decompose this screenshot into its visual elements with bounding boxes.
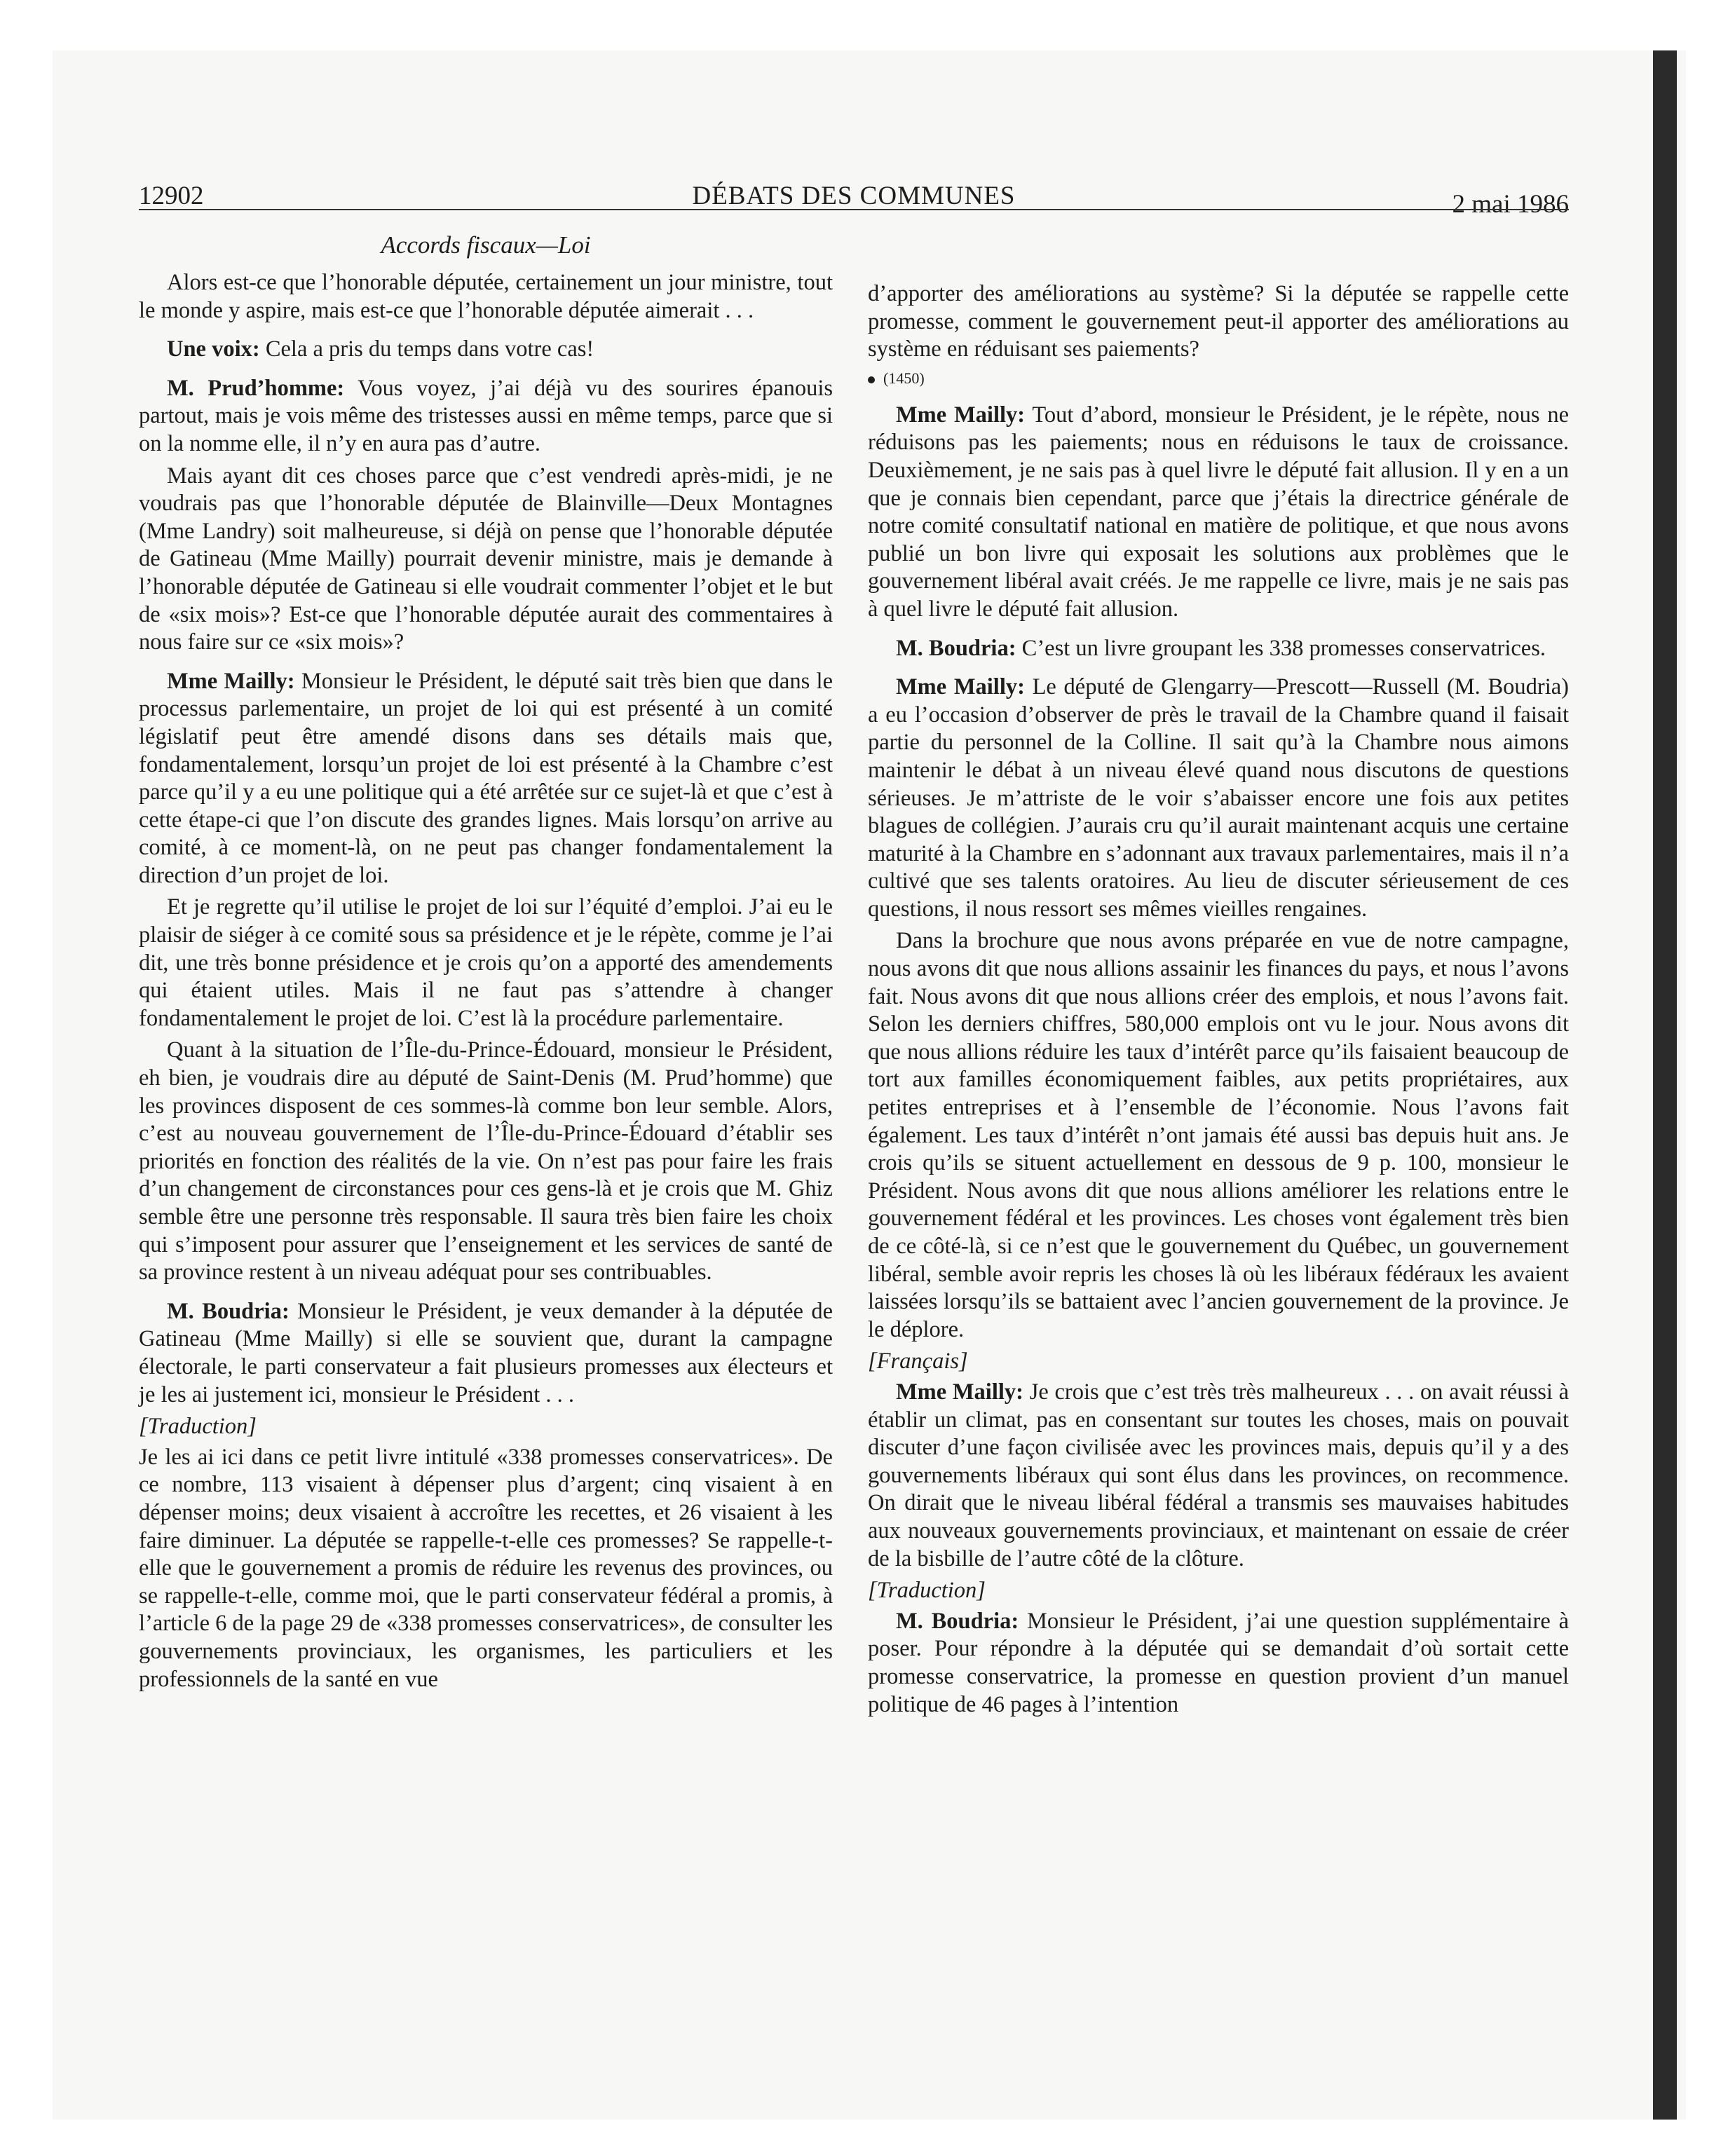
speaker: M. Boudria: <box>896 635 1016 661</box>
speech <box>868 1379 1569 1573</box>
speaker: Mme Mailly: <box>896 1379 1023 1405</box>
page-header <box>139 175 1569 217</box>
speaker: M. Prud’homme: <box>167 375 345 401</box>
language-marker: [Traduction] <box>868 1578 986 1604</box>
speech-text: Tout d’abord, monsieur le Président, je le répète, nous ne réduisons pas les paiements; nous en réduisons le taux de croissance. Deuxièmement, je ne sais pas à quel livre le député fait allusion. Il y en a un que je connais bien cependant, parce que j’étais la directrice générale de notre comité consultatif national en matière de politique, et que nous avons publié un bon livre qui exposait les solutions aux problèmes que le gouvernement libéral avait créés. Je me rappelle ce livre, mais je ne sais pas à quel livre le député fait allusion. <box>868 402 1569 622</box>
speaker: Mme Mailly: <box>896 674 1025 700</box>
speaker: Mme Mailly: <box>896 402 1026 428</box>
paragraph: Alors est-ce que l’honorable députée, certainement un jour ministre, tout le monde y aspire, mais est-ce que l’honorable députée aimerait . . . <box>139 270 833 323</box>
speech-text: C’est un livre groupant les 338 promesses conservatrices. <box>1016 635 1546 661</box>
speech <box>868 1608 1569 1719</box>
speech <box>139 1298 833 1409</box>
page-number: 12902 <box>139 182 204 210</box>
speech <box>139 375 833 458</box>
paragraph: Mais ayant dit ces choses parce que c’est vendredi après-midi, je ne voudrais pas que l’honorable députée de Blainville—Deux Montagnes (Mme Landry) soit malheureuse, si déjà on pense que l’honorable députée de Gatineau (Mme Mailly) pourrait devenir ministre, mais je demande à l’honorable députée de Gatineau si elle voudrait commenter l’objet et le but de «six mois»? Est-ce que l’honorable députée aurait des commentaires à nous faire sur ce «six mois»? <box>139 463 833 655</box>
page-date: 2 mai 1986 <box>1452 190 1569 219</box>
speech <box>139 336 833 364</box>
bullet-icon <box>868 376 875 383</box>
paragraph: d’apporter des améliorations au système? Si la députée se rappelle cette promesse, comment le gouvernement peut-il apporter des améliorations au système en réduisant ses paiements? <box>868 281 1569 362</box>
speaker: M. Boudria: <box>167 1298 290 1324</box>
binding-edge <box>1653 50 1677 2120</box>
speech-text: Le député de Glengarry—Prescott—Russell (M. Boudria) a eu l’occasion d’observer de près le travail de la Chambre quand il faisait partie du personnel de la Colline. Il sait qu’à la Chambre nous aimons maintenir le débat à un niveau élevé quand nous discutons de questions sérieuses. Je m’attriste de le voir s’abaisser encore une fois aux petites blagues de collégien. J’aurais cru qu’il aurait maintenant acquis une certaine maturité à la Chambre en s’adonnant aux travaux parlementaires, mais il n’a cultivé que ses talents oratoires. Au lieu de discuter sérieusement de ces questions, il nous ressort ses mêmes vieilles rengaines. <box>868 674 1569 922</box>
paragraph: Quant à la situation de l’Île-du-Prince-Édouard, monsieur le Président, eh bien, je voudrais dire au député de Saint-Denis (M. Prud’homme) que les provinces disposent de ces sommes-là comme bon leur semble. Alors, c’est au nouveau gouvernement de l’Île-du-Prince-Édouard d’établir ses priorités en fonction des réalités de la vie. On n’est pas pour faire les frais d’un changement de circonstances pour ces gens-là et je crois que M. Ghiz semble être une personne très responsable. Il saura très bien faire les choix qui s’imposent pour assurer que l’enseignement et les services de santé de sa province restent à un niveau adéquat pour ses contribuables. <box>139 1037 833 1285</box>
speech-text: Monsieur le Président, j’ai une question supplémentaire à poser. Pour répondre à la députée qui se demandait d’où sortait cette promesse conservatrice, la promesse en question provient d’un manuel politique de 46 pages à l’intention <box>868 1608 1569 1717</box>
publication-title: DÉBATS DES COMMUNES <box>692 182 1016 210</box>
speech <box>139 668 833 890</box>
header-rule <box>139 209 1569 210</box>
speaker: Une voix: <box>167 336 260 362</box>
language-marker: [Traduction] <box>139 1414 257 1440</box>
speech <box>868 402 1569 624</box>
speech-text: Je crois que c’est très très malheureux . . . on avait réussi à établir un climat, pas en consentant sur toutes les choses, mais on pouvait discuter d’une façon civilisée avec les provinces mais, depuis qu’il y a des gouvernements libéraux qui sont élus dans les provinces, on recommence. On dirait que le niveau libéral fédéral a transmis ses mauvaises habitudes aux nouveaux gouvernements provinciaux, et maintenant on essaie de créer de la bisbille de l’autre côté de la clôture. <box>868 1379 1570 1571</box>
paragraph: Je les ai ici dans ce petit livre intitulé «338 promesses conservatrices». De ce nombre, 113 visaient à dépenser plus d’argent; cinq visaient à en dépenser moins; deux visaient à accroître les recettes, et 26 visaient à les faire diminuer. La députée se rappelle-t-elle ces promesses? Se rappelle-t-elle que le gouvernement a promis de réduire les revenus des provinces, ou se rappelle-t-elle, comme moi, que le parti conservateur fédéral a promis, à l’article 6 de la page 29 de «338 promesses conservatrices», de consulter les gouvernements provinciaux, les organismes, les particuliers et les professionnels de la santé en vue <box>139 1444 833 1692</box>
paragraph: Dans la brochure que nous avons préparée en vue de notre campagne, nous avons dit que nous allions assainir les finances du pays, et nous l’avons fait. Nous avons dit que nous allions créer des emplois, et nous l’avons fait. Selon les derniers chiffres, 580,000 emplois ont vu le jour. Nous avons dit que nous allions réduire les taux d’intérêt parce qu’ils faisaient beaucoup de tort aux familles économiquement faibles, aux petits propriétaires, aux petites entreprises et à l’ensemble de l’économie. Nous l’avons fait également. Les taux d’intérêt n’ont jamais été aussi bas depuis huit ans. Je crois qu’ils se situent actuellement en dessous de 9 p. 100, monsieur le Président. Nous avons dit que nous allions améliorer les relations entre le gouvernement fédéral et les provinces. Les choses vont également très bien de ce côté-là, si ce n’est que le gouvernement du Québec, un gouvernement libéral, semble avoir repris les choses là où les libéraux fédéraux les avaient laissées lorsqu’ils se battaient avec l’ancien gouvernement de la province. Je le déplore. <box>868 928 1569 1342</box>
speaker: M. Boudria: <box>896 1608 1019 1634</box>
paragraph: Et je regrette qu’il utilise le projet de loi sur l’équité d’emploi. J’ai eu le plaisir de siéger à ce comité sous sa présidence et je le répète, comme je l’ai dit, une très bonne présidence et je crois qu’on a apporté des amendements qui étaient utiles. Mais il ne faut pas s’attendre à changer fondamentalement le projet de loi. C’est là la procédure parlementaire. <box>139 894 833 1031</box>
speech <box>868 674 1569 923</box>
speech-text: Monsieur le Président, le député sait très bien que dans le processus parlementaire, un projet de loi qui est présenté à un comité législatif peut être amendé disons dans ses détails mais que, fondamentalement, lorsqu’un projet de loi est présenté à la Chambre c’est parce qu’il y a eu une politique qui a été arrêtée sur ce sujet-là et que c’est à cette étape-ci que l’on discute des grandes lignes. Mais lorsqu’on arrive au comité, à ce moment-là, on ne peut pas changer fondamentalement la direction d’un projet de loi. <box>139 668 833 888</box>
left-column <box>139 231 833 1698</box>
speech-text: Vous voyez, j’ai déjà vu des sourires épanouis partout, mais je vois même des tristesses aussi en même temps, parce que si on la nomme elle, il n’y en aura pas d’autre. <box>139 375 833 456</box>
timestamp <box>868 368 1569 389</box>
language-marker: [Français] <box>868 1349 968 1374</box>
speaker: Mme Mailly: <box>167 668 295 694</box>
right-column <box>868 280 1569 1723</box>
running-head: Accords fiscaux—Loi <box>381 231 591 259</box>
timestamp-text: (1450) <box>883 369 925 387</box>
speech-text: Cela a pris du temps dans votre cas! <box>259 336 594 362</box>
speech <box>868 635 1569 663</box>
speech-text: Monsieur le Président, je veux demander à la députée de Gatineau (Mme Mailly) si elle se souvient que, durant la campagne électorale, le parti conservateur a fait plusieurs promesses aux électeurs et je les ai justement ici, monsieur le Président . . . <box>139 1298 833 1407</box>
